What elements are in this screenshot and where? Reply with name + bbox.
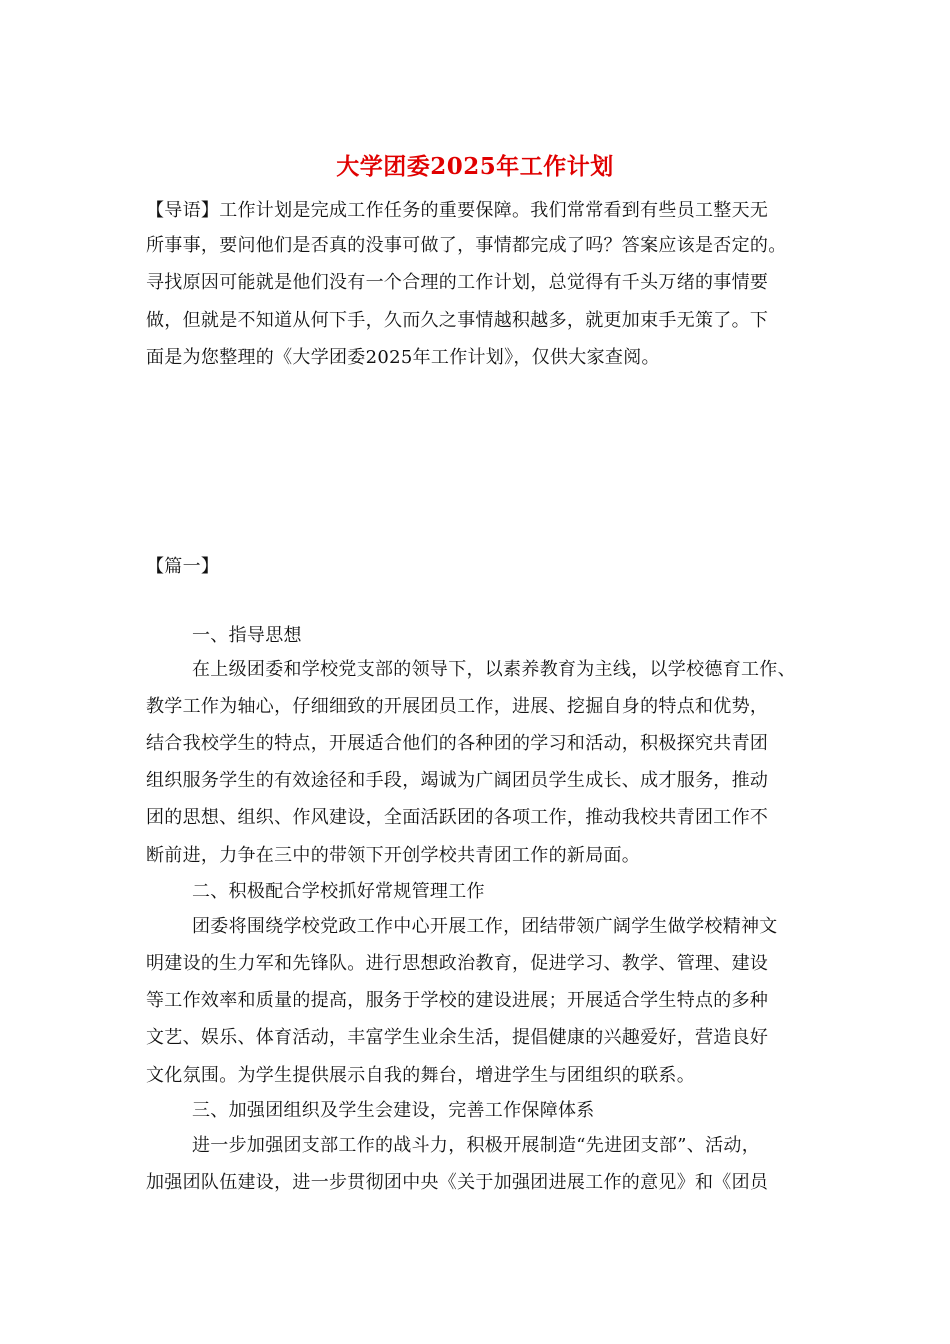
paragraph-line: 在上级团委和学校党支部的领导下，以素养教育为主线，以学校德育工作、 (192, 659, 796, 680)
section-heading: 一、指导思想 (192, 625, 302, 646)
intro-line: 所事事，要问他们是否真的没事可做了，事情都完成了吗？答案应该是否定的。 (146, 235, 787, 256)
paragraph-line: 组织服务学生的有效途径和手段，竭诚为广阔团员学生成长、成才服务，推动 (146, 770, 769, 791)
paragraph-line: 明建设的生力军和先锋队。进行思想政治教育，促进学习、教学、管理、建设 (146, 953, 769, 974)
intro-line: 寻找原因可能就是他们没有一个合理的工作计划，总觉得有千头万绪的事情要 (146, 272, 769, 293)
paragraph-line: 等工作效率和质量的提高，服务于学校的建设进展；开展适合学生特点的多种 (146, 990, 769, 1011)
section-heading: 二、积极配合学校抓好常规管理工作 (192, 881, 485, 902)
part-label: 【篇一】 (146, 556, 220, 577)
paragraph-line: 加强团队伍建设，进一步贯彻团中央《关于加强团进展工作的意见》和《团员 (146, 1172, 769, 1193)
paragraph-line: 教学工作为轴心，仔细细致的开展团员工作，进展、挖掘自身的特点和优势， (146, 696, 769, 717)
paragraph-line: 断前进，力争在三中的带领下开创学校共青团工作的新局面。 (146, 845, 641, 866)
section-heading: 三、加强团组织及学生会建设，完善工作保障体系 (192, 1100, 595, 1121)
paragraph-line: 文艺、娱乐、体育活动，丰富学生业余生活，提倡健康的兴趣爱好，营造良好 (146, 1027, 769, 1048)
intro-line: 做，但就是不知道从何下手，久而久之事情越积越多，就更加束手无策了。下 (146, 310, 769, 331)
document-title: 大学团委2025年工作计划 (336, 153, 614, 180)
paragraph-line: 团委将围绕学校党政工作中心开展工作，团结带领广阔学生做学校精神文 (192, 916, 778, 937)
paragraph-line: 文化氛围。为学生提供展示自我的舞台，增进学生与团组织的联系。 (146, 1065, 695, 1086)
paragraph-line: 结合我校学生的特点，开展适合他们的各种团的学习和活动，积极探究共青团 (146, 733, 769, 754)
intro-line: 【导语】工作计划是完成工作任务的重要保障。我们常常看到有些员工整天无 (146, 200, 769, 221)
paragraph-line: 团的思想、组织、作风建设，全面活跃团的各项工作，推动我校共青团工作不 (146, 807, 769, 828)
intro-line: 面是为您整理的《大学团委2025年工作计划》，仅供大家查阅。 (146, 347, 660, 368)
paragraph-line: 进一步加强团支部工作的战斗力，积极开展制造“先进团支部”、活动， (192, 1135, 761, 1156)
